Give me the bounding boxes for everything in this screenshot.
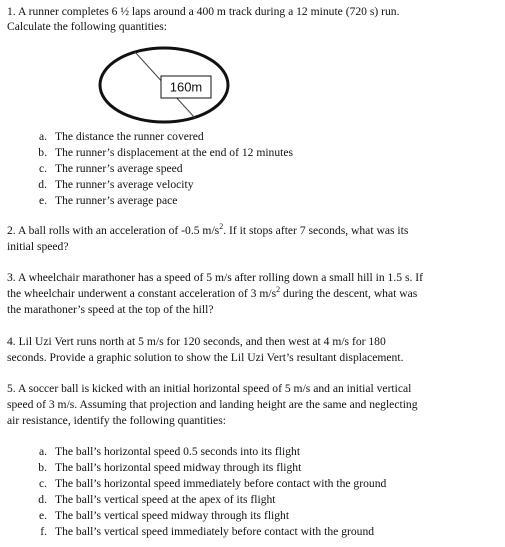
diagram-label: 160m: [169, 79, 203, 95]
q3-text-part: the wheelchair underwent a constant acceleration of 3 m/s: [7, 287, 277, 300]
q1-item-marker: a.: [38, 130, 47, 143]
q5-text-line-2: speed of 3 m/s. Assuming that projection and landing height are the same and neglecting: [7, 398, 418, 411]
q5-item-marker: b.: [38, 461, 47, 474]
q1-item-text: The runner’s displacement at the end of 12 minutes: [55, 146, 294, 159]
q3-text-line-2: [7, 286, 417, 302]
q5-item-text: The ball’s horizontal speed immediately before contact with the ground: [55, 477, 387, 490]
q1-item-text: The distance the runner covered: [55, 130, 204, 143]
q5-item-text: The ball’s horizontal speed midway through its flight: [55, 461, 302, 474]
q5-item-marker: c.: [38, 477, 47, 490]
q1-text-line-2: Calculate the following quantities:: [7, 20, 168, 33]
q3-text-line-3: the marathoner’s speed at the top of the hill?: [7, 303, 214, 316]
q4-text-line-1: 4. Lil Uzi Vert runs north at 5 m/s for 120 seconds, and then west at 4 m/s for 180: [7, 335, 386, 348]
q5-item-text: The ball’s vertical speed at the apex of its flight: [55, 493, 276, 506]
q4-text-line-2: seconds. Provide a graphic solution to show the Lil Uzi Vert’s resultant displacement.: [7, 351, 404, 364]
q5-text-line-3: air resistance, identify the following quantities:: [7, 414, 226, 427]
q1-item-text: The runner’s average speed: [55, 162, 183, 175]
q5-item-marker: a.: [38, 445, 47, 458]
q5-item-text: The ball’s vertical speed immediately before contact with the ground: [55, 525, 375, 538]
q5-item-marker: d.: [38, 493, 47, 506]
q5-item-text: The ball’s vertical speed midway through its flight: [55, 509, 290, 522]
q2-superscript: 2: [219, 222, 224, 232]
q5-item-marker: f.: [40, 525, 47, 538]
q1-item-text: The runner’s average velocity: [55, 178, 194, 191]
q5-item-marker: e.: [38, 509, 47, 522]
q1-item-marker: e.: [38, 194, 47, 207]
q1-text-line-1: 1. A runner completes 6 ½ laps around a 400 m track during a 12 minute (720 s) run.: [7, 5, 400, 18]
q2-text-line-2: initial speed?: [7, 240, 69, 253]
q2-text-line-1: [7, 223, 408, 239]
q2-text-part: 2. A ball rolls with an acceleration of -0.5 m/s: [7, 224, 220, 237]
q3-text-line-1: 3. A wheelchair marathoner has a speed of 5 m/s after rolling down a small hill in 1.5 s. If: [7, 271, 423, 284]
q1-item-marker: d.: [38, 178, 47, 191]
q2-text-part: . If it stops after 7 seconds, what was its: [223, 224, 409, 237]
q5-item-text: The ball’s horizontal speed 0.5 seconds into its flight: [55, 445, 301, 458]
q3-superscript: 2: [276, 285, 281, 295]
q5-text-line-1: 5. A soccer ball is kicked with an initial horizontal speed of 5 m/s and an initial vertical: [7, 382, 412, 395]
q3-text-part: during the descent, what was: [280, 287, 418, 300]
q1-item-marker: b.: [38, 146, 47, 159]
q1-item-marker: c.: [38, 162, 47, 175]
track-diagram: [95, 44, 235, 128]
q1-item-text: The runner’s average pace: [55, 194, 178, 207]
